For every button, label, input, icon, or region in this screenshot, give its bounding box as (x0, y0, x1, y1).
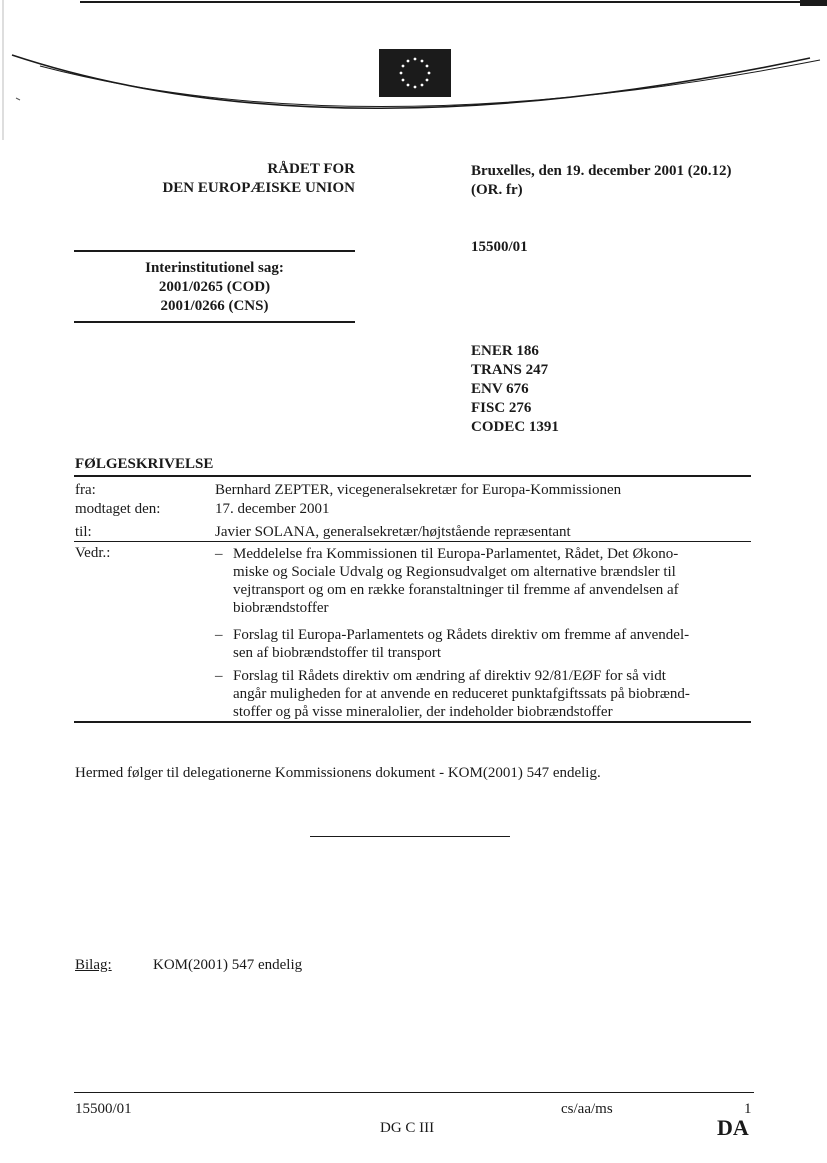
case-number-cod: 2001/0265 (COD) (158, 279, 271, 295)
footer-doc-number: 15500/01 (75, 1101, 132, 1117)
subject-line: miske og Sociale Udvalg og Regionsudvalget om alternative brændsler til (233, 564, 676, 580)
subject-item (215, 626, 750, 662)
divider-top (74, 250, 355, 252)
reference-code: TRANS 247 (471, 362, 549, 378)
interinstitutional-case (74, 259, 355, 316)
reference-code: CODEC 1391 (471, 419, 559, 435)
to-label: til: (75, 524, 92, 540)
to-rule (74, 541, 751, 542)
reference-code: ENER 186 (471, 343, 539, 359)
subject-line: Forslag til Europa-Parlamentets og Rådets direktiv om fremme af anvendel- (233, 627, 690, 643)
original-language: (OR. fr) (471, 182, 523, 198)
council-name (100, 160, 355, 198)
dash: – (215, 668, 223, 684)
subject-line: Forslag til Rådets direktiv om ændring af direktiv 92/81/EØF for så vidt (233, 668, 666, 684)
from-label: fra: (75, 482, 96, 498)
divider-bottom (74, 321, 355, 323)
interinstitutional-label: Interinstitutionel sag: (145, 260, 284, 276)
council-name-line1: RÅDET FOR (267, 161, 355, 177)
annex-value: KOM(2001) 547 endelig (153, 957, 303, 973)
place-date (471, 162, 811, 200)
to-value: Javier SOLANA, generalsekretær/højtstående repræsentant (215, 524, 571, 540)
received-value: 17. december 2001 (215, 501, 330, 517)
eu-flag-icon (379, 49, 451, 97)
subject-line: angår muligheden for at anvende en reduceret punktafgiftssats på biobrænd- (233, 686, 690, 702)
footer-initials: cs/aa/ms (561, 1101, 613, 1117)
subject-rule (74, 721, 751, 723)
page-number: 1 (744, 1101, 752, 1117)
subject-line: vejtransport og om en række foranstaltninger til fremme af anvendelsen af (233, 582, 679, 598)
language-code: DA (717, 1115, 749, 1140)
from-value: Bernhard ZEPTER, vicegeneralsekretær for Europa-Kommissionen (215, 482, 622, 498)
case-number-cns: 2001/0266 (CNS) (160, 298, 269, 314)
subject-item (215, 667, 750, 721)
body-text: Hermed følger til delegationerne Kommissionens dokument - KOM(2001) 547 endelig. (75, 765, 601, 781)
footer-rule (74, 1092, 754, 1093)
subject-item (215, 545, 750, 617)
reference-code: ENV 676 (471, 381, 529, 397)
dash: – (215, 546, 223, 562)
subject-line: Meddelelse fra Kommissionen til Europa-Parlamentet, Rådet, Det Økono- (233, 546, 679, 562)
reference-code: FISC 276 (471, 400, 532, 416)
subject-line: biobrændstoffer (233, 600, 329, 616)
place-date-line: Bruxelles, den 19. december 2001 (20.12) (471, 163, 732, 179)
reference-codes (471, 342, 559, 437)
council-name-line2: DEN EUROPÆISKE UNION (162, 180, 355, 196)
subject-label: Vedr.: (75, 545, 111, 561)
cover-note-title: FØLGESKRIVELSE (75, 456, 214, 472)
dash: – (215, 627, 223, 643)
received-label: modtaget den: (75, 501, 161, 517)
cover-note-rule (74, 475, 751, 477)
subject-line: sen af biobrændstoffer til transport (233, 645, 442, 661)
separator-rule (310, 836, 510, 837)
footer-dg: DG C III (380, 1120, 435, 1136)
doc-number: 15500/01 (471, 239, 528, 255)
annex-label: Bilag: (75, 957, 112, 973)
subject-line: stoffer og på visse mineralolier, der indeholder biobrændstoffer (233, 704, 613, 720)
